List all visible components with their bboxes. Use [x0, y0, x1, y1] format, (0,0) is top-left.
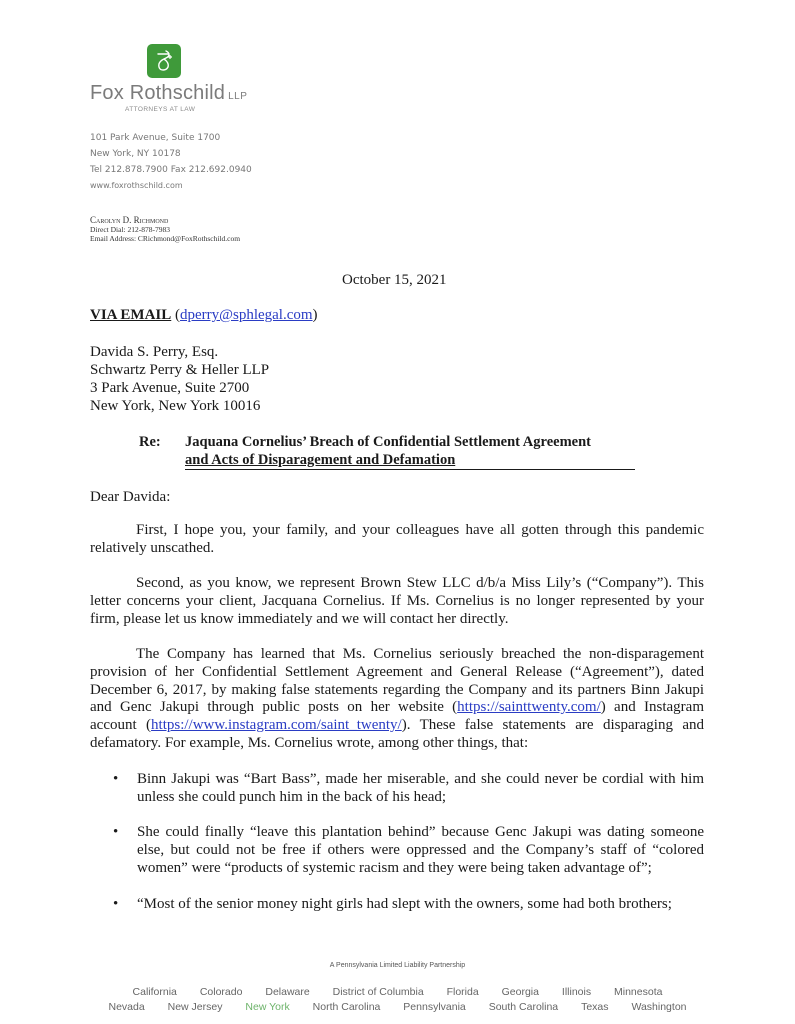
firm-address-line2: New York, NY 10178	[90, 149, 181, 159]
recipient-address-block	[90, 343, 269, 415]
delivery-method: VIA EMAIL	[90, 307, 172, 323]
sender-email: Email Address: CRichmond@FoxRothschild.com	[90, 234, 241, 243]
recipient-city: New York, New York 10016	[90, 398, 261, 414]
footer-state: Texas	[581, 1001, 609, 1013]
footer-state: Pennsylvania	[403, 1001, 466, 1013]
footer-state: Illinois	[561, 986, 592, 998]
firm-address-line1: 101 Park Avenue, Suite 1700	[90, 133, 221, 143]
sender-direct-dial: Direct Dial: 212-878-7983	[90, 225, 170, 234]
paragraph-2: Second, as you know, we represent Brown Stew LLC d/b/a Miss Lily’s (“Company”). This letter concerns your client, Jacquana Cornelius. If Ms. Cornelius is no longer represented by your firm, please let us know immediately and we will contact her directly.	[90, 575, 704, 627]
firm-name: Fox Rothschild LLP	[90, 82, 248, 104]
footer-partnership-note: A Pennsylvania Limited Liability Partnership	[329, 962, 466, 969]
recipient-firm: Schwartz Perry & Heller LLP	[90, 362, 270, 378]
recipient-name: Davida S. Perry, Esq.	[90, 344, 219, 360]
firm-logo	[147, 44, 181, 78]
firm-suffix: LLP	[228, 91, 248, 102]
footer-state: North Carolina	[312, 1001, 381, 1013]
footer-state: Colorado	[199, 986, 243, 998]
sender-block	[90, 215, 240, 243]
footer-state: Florida	[446, 986, 479, 998]
footer-state: Nevada	[108, 1001, 145, 1013]
website-link[interactable]: https://sainttwenty.com/	[457, 699, 601, 716]
paragraph-3: The Company has learned that Ms. Cornelius seriously breached the non-disparagement provision of her Confidential Settlement Agreement and General Release (“Agreement”), dated December 6, 2017, by making false statements regarding the Company and its partners Binn Jakupi and Genc Jakupi through public posts on her website (https://sainttwenty.com/) and Instagram account (https://www.instagram.com/saint_twenty/). These false statements are disparaging and defamatory. For example, Ms. Cornelius wrote, among other things, that:	[90, 646, 705, 751]
instagram-link[interactable]: https://www.instagram.com/saint_twenty/	[151, 717, 402, 734]
firm-phone-fax: Tel 212.878.7900 Fax 212.692.0940	[90, 165, 252, 175]
list-item: • She could finally “leave this plantation behind” because Genc Jakupi was dating someone else, but could not be free if others were oppressed and the Company’s staff of “colored women” were “products of systemic racism and they were being taken advantage of”;	[113, 824, 704, 877]
statements-list	[113, 771, 704, 931]
footer-state: Washington	[631, 1001, 687, 1013]
subject-line1: Jaquana Cornelius’ Breach of Confidential Settlement Agreement	[185, 434, 591, 450]
footer-state: Minnesota	[614, 986, 663, 998]
footer-state: South Carolina	[488, 1001, 559, 1013]
fox-rothschild-delta-logo-icon	[151, 48, 177, 74]
paragraph-1: First, I hope you, your family, and your colleagues have all gotten through this pandemic relatively unscathed.	[90, 522, 704, 556]
recipient-street: 3 Park Avenue, Suite 2700	[90, 380, 250, 396]
footer-states-row1	[0, 986, 795, 998]
recipient-email-link[interactable]: dperry@sphlegal.com	[180, 307, 313, 323]
delivery-method-line: VIA EMAIL (dperry@sphlegal.com)	[90, 307, 318, 323]
letter-date: October 15, 2021	[342, 272, 447, 288]
list-item: • Binn Jakupi was “Bart Bass”, made her miserable, and she could never be cordial with him unless she could punch him in the back of his head;	[113, 771, 704, 807]
footer-state: Georgia	[501, 986, 539, 998]
footer-state: New Jersey	[167, 1001, 223, 1013]
firm-tagline: ATTORNEYS AT LAW	[125, 106, 196, 113]
footer-state: California	[132, 986, 177, 998]
subject-label: Re:	[139, 434, 161, 450]
footer-state: Delaware	[265, 986, 310, 998]
list-item: • “Most of the senior money night girls had slept with the owners, some had both brothers;	[113, 896, 704, 914]
footer-state-active: New York	[245, 1001, 290, 1013]
firm-address-block	[90, 130, 252, 194]
subject-line2: and Acts of Disparagement and Defamation	[185, 452, 635, 471]
salutation: Dear Davida:	[90, 489, 171, 505]
footer-state: District of Columbia	[332, 986, 424, 998]
firm-website[interactable]: www.foxrothschild.com	[90, 181, 183, 190]
sender-name: Carolyn D. Richmond	[90, 215, 169, 225]
footer-states-row2	[0, 1001, 795, 1013]
